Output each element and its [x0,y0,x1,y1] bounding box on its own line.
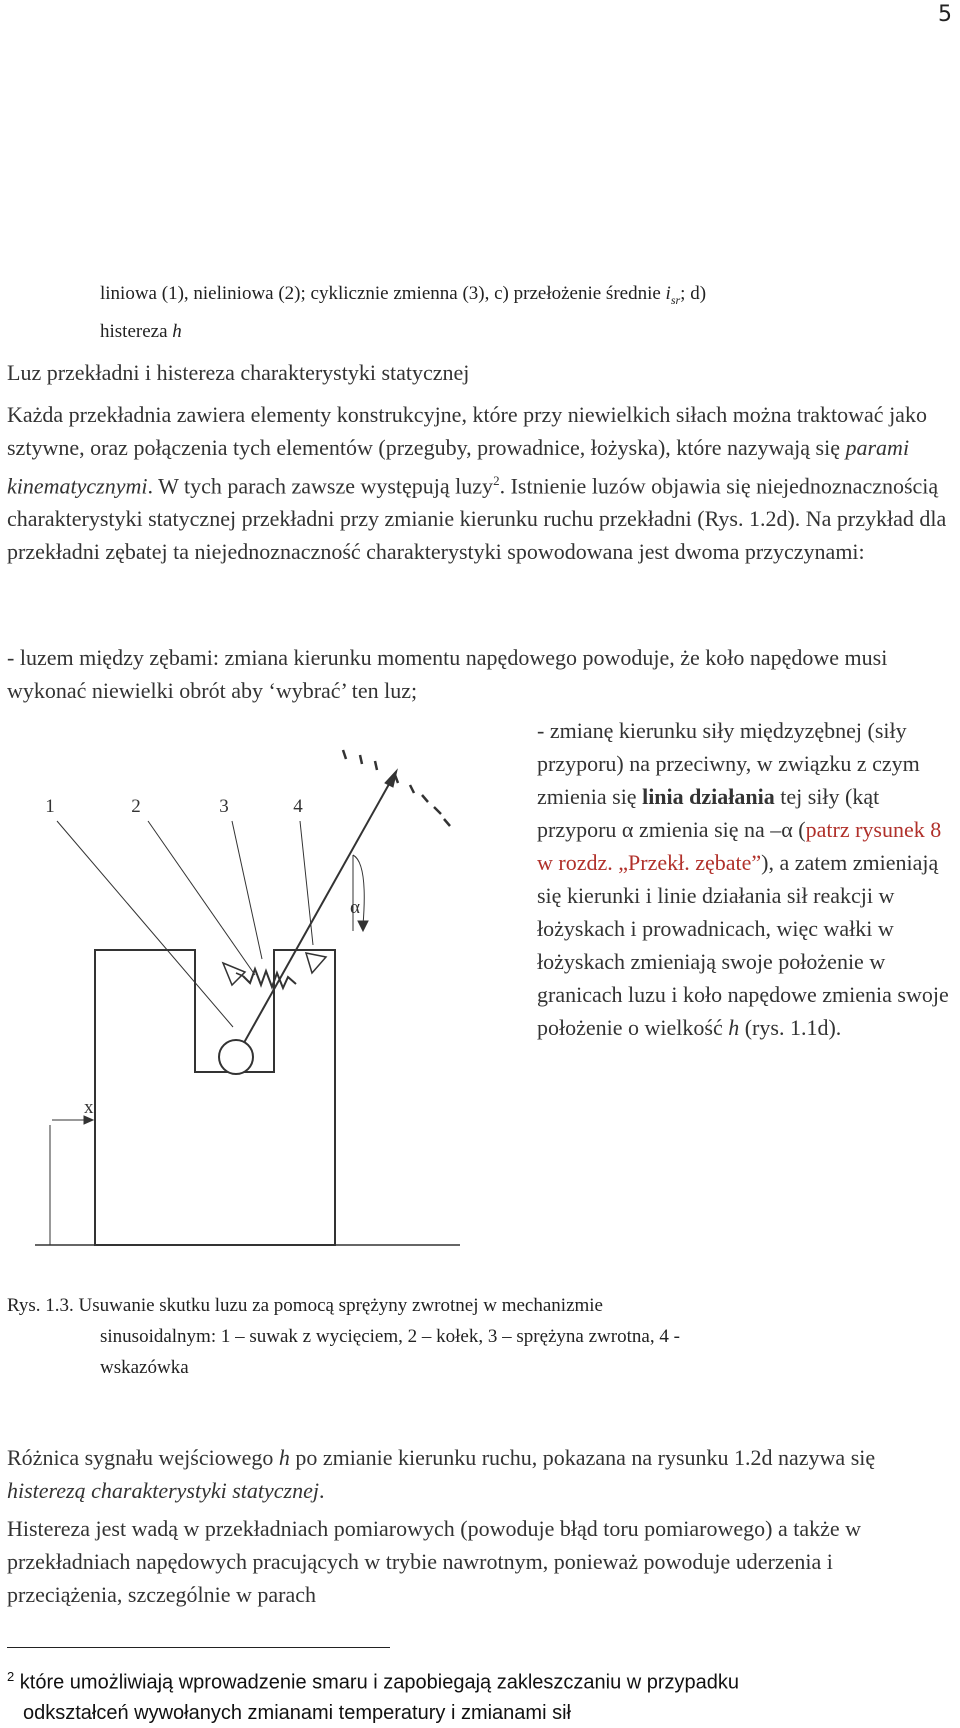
paragraph-text: Każda przekładnia zawiera elementy konstrukcyjne, które przy niewielkich siłach można traktować jako sztywne, oraz połączenia tych elementów (przeguby, prowadnice, łożyska), które nazywają się [7,402,927,460]
footnote [7,1662,947,1728]
caption-variable: i [665,283,671,304]
figure-caption-continued [100,278,880,347]
paragraph-italic: histerezą charakterystyki statycznej [7,1478,319,1503]
spring [243,969,296,988]
paragraph-text: . Istnienie luzów objawia się niejednoznacznością charakterystyki statycznej przekładni przy zmianie kierunku ruchu przekładni (Rys. 1.2d). Na przykład dla przekładni zębatej ta niejednoznaczność charakterystyki spowodowana jest dwoma przyczynami: [7,473,947,565]
section-heading: Luz przekładni i histereza charakterystyki statycznej [7,360,470,385]
pin [219,1040,253,1074]
caption-line: wskazówka [100,1357,189,1378]
spring-anchor [223,963,245,985]
leader-line-3 [232,821,262,959]
side-text: ), a zatem zmieniają się kierunki i linie działania sił reakcji w łożyskach i prowadnicach, więc wałki w łożyskach zmieniają swoje położenie w granicach luzu i koło napędowe zmienia swoje położenie o wielkość [537,850,949,1040]
side-bold: linia działania [642,784,775,809]
figure-caption [7,1290,887,1383]
side-italic: h [728,1015,740,1040]
figure-label-2: 2 [131,796,141,817]
caption-subscript: sr [670,292,681,307]
paragraph-text: po zmianie kierunku ruchu, pokazana na rysunku 1.2d nazywa się [289,1445,876,1470]
page-number: 5 [938,2,952,27]
figure-label-1: 1 [45,796,55,817]
caption-line: Rys. 1.3. Usuwanie skutku luzu za pomocą sprężyny zwrotnej w mechanizmie [7,1295,603,1316]
side-text: (rys. 1.1d). [739,1015,842,1040]
leader-line-4 [300,821,313,945]
mechanism-figure [0,735,530,1250]
side-text: - zmianę kierunku siły międzyzębnej (siły przyporu) na przeciwny, w związku z czym zmienia się [537,718,920,809]
cross-reference: patrz rysunek 8 w rozdz. „Przekł. zębate” [537,817,942,875]
figure-label-4: 4 [293,796,303,817]
leader-line-1 [57,821,233,1027]
x-label: x [84,1097,94,1118]
side-text: tej siły (kąt przyporu α zmienia się na –α ( [537,784,880,842]
paragraph-hysteresis-effects: Histereza jest wadą w przekładniach pomiarowych (powoduje błąd toru pomiarowego) a także w przekładniach napędowych pracujących w trybie nawrotnym, ponieważ powoduje uderzenia i przeciążenia, szczególnie w parach [7,1516,862,1607]
scale-hatch [343,750,450,826]
paragraph-text: . [319,1478,325,1503]
paragraph-italic: parami kinematycznymi [7,435,910,499]
paragraph-variable: h [278,1445,290,1470]
footnote-text: które umożliwiają wprowadzenie smaru i zapobiegają zakleszczaniu w przypadku [14,1671,740,1694]
slider-block [95,950,335,1245]
paragraph-hysteresis-def [7,1441,947,1507]
pointer [236,777,393,1057]
footnote-text: odkształceń wywołanych zmianami temperatury i zmianami sił [23,1701,571,1724]
support-triangle [306,953,326,973]
paragraph-text: . W tych parach zawsze występują luzy [147,473,494,499]
caption-text: liniowa (1), nieliniowa (2); cyklicznie zmienna (3), c) przełożenie średnie [100,283,666,304]
caption-text: histereza [100,320,173,342]
side-paragraph [537,714,957,1044]
caption-line: sinusoidalnym: 1 – suwak z wycięciem, 2 – kołek, 3 – sprężyna zwrotna, 4 - [100,1326,680,1347]
paragraph-text: Różnica sygnału wejściowego [7,1445,279,1470]
footnote-ref: 2 [493,473,500,488]
paragraph-intro [7,398,947,568]
footnote-number: 2 [7,1669,15,1684]
caption-text: ; d) [680,283,707,304]
footnote-separator [7,1647,390,1648]
leader-line-2 [148,821,255,975]
figure-label-3: 3 [219,796,229,817]
paragraph-backlash: - luzem między zębami: zmiana kierunku momentu napędowego powoduje, że koło napędowe musi wykonać niewielki obrót aby ‘wybrać’ ten luz; [7,645,888,703]
caption-variable: h [172,320,182,342]
alpha-label: α [350,897,360,918]
